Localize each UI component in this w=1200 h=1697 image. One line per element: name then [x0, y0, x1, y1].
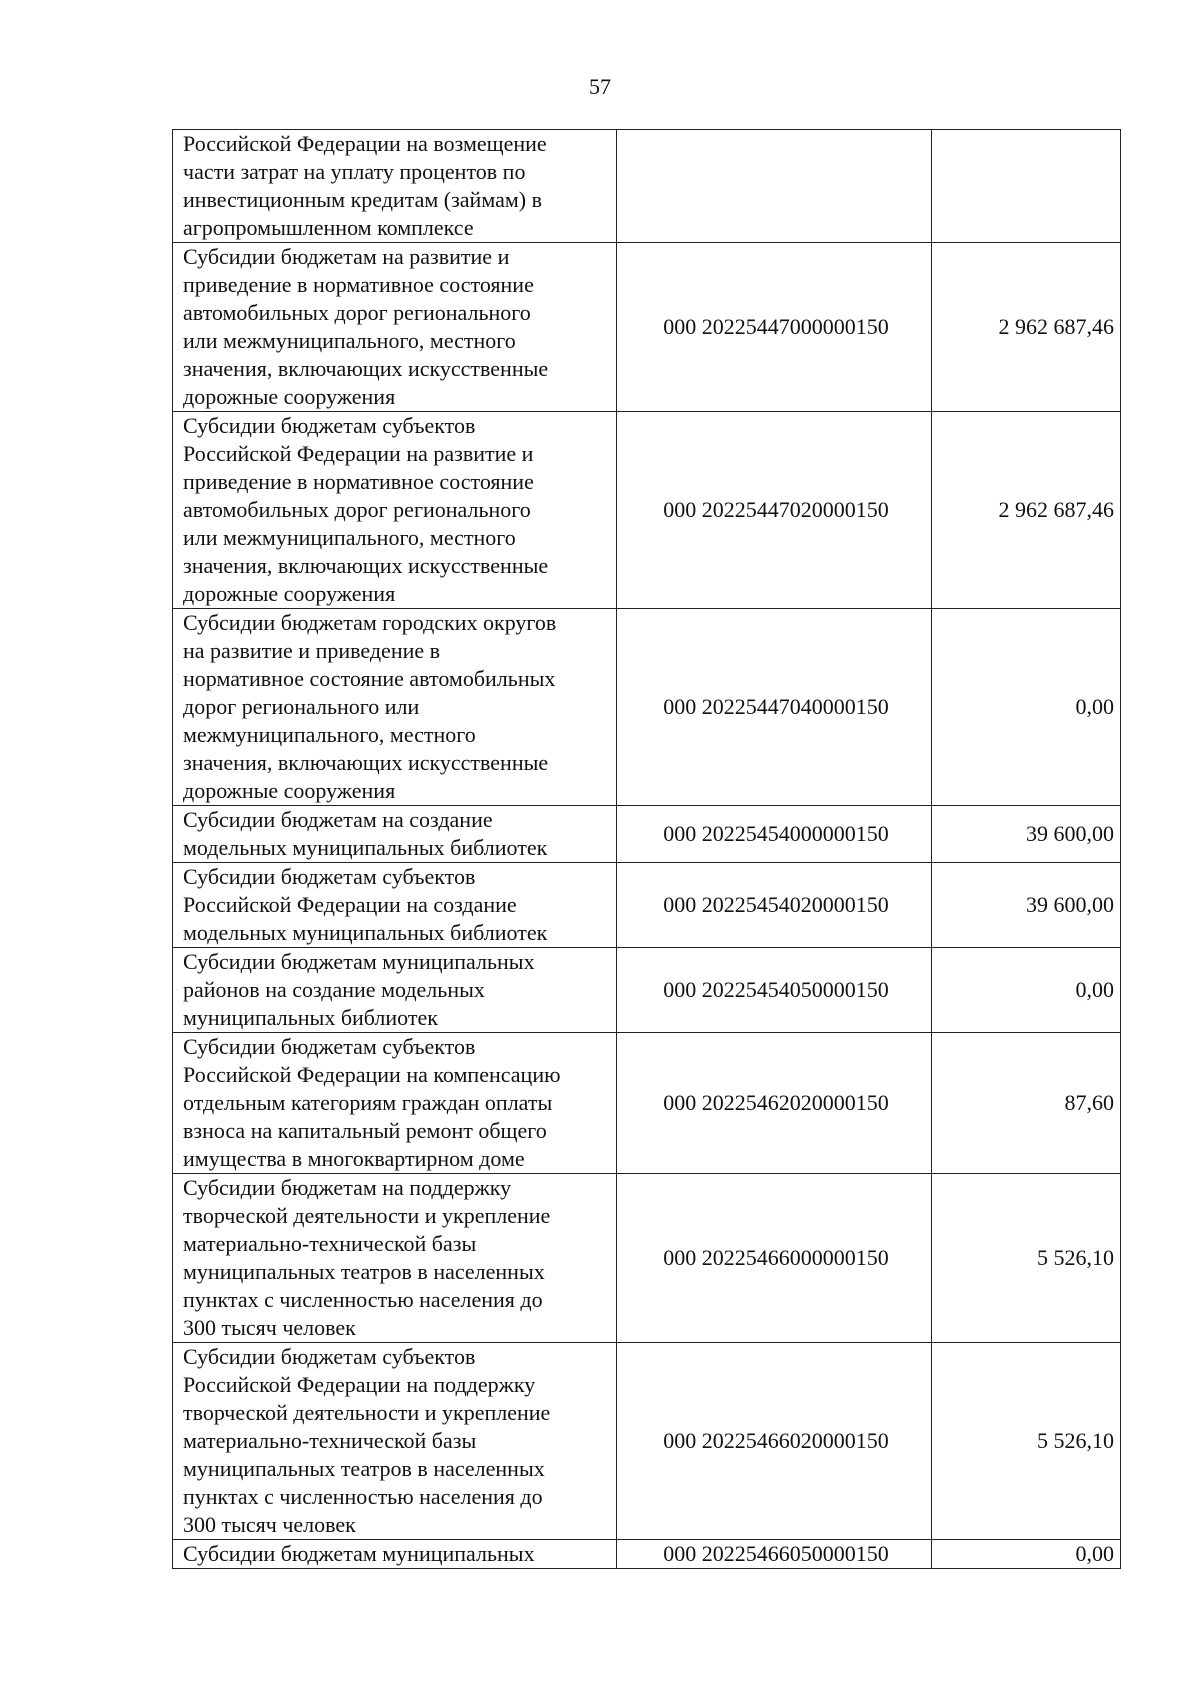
- row-amount: 39 600,00: [932, 863, 1121, 948]
- row-description: Субсидии бюджетам городских округов на развитие и приведение в нормативное состояние автомобильных дорог регионального или межмуниципального, местного значения, включающих искусственные дорожные сооружения: [173, 609, 617, 806]
- row-description: Субсидии бюджетам на развитие и приведение в нормативное состояние автомобильных дорог регионального или межмуниципального, местного значения, включающих искусственные дорожные сооружения: [173, 243, 617, 412]
- row-code: 000 20225454020000150: [617, 863, 932, 948]
- row-description: Субсидии бюджетам муниципальных: [173, 1540, 617, 1569]
- row-code: 000 20225466050000150: [617, 1540, 932, 1569]
- row-code: 000 20225447000000150: [617, 243, 932, 412]
- row-amount: [932, 130, 1121, 243]
- table-row: [173, 1343, 1121, 1540]
- table-row: [173, 806, 1121, 863]
- row-amount: 5 526,10: [932, 1343, 1121, 1540]
- row-code: 000 20225454000000150: [617, 806, 932, 863]
- row-amount: 2 962 687,46: [932, 412, 1121, 609]
- row-code: 000 20225447020000150: [617, 412, 932, 609]
- row-description: Субсидии бюджетам на создание модельных муниципальных библиотек: [173, 806, 617, 863]
- table-row: [173, 609, 1121, 806]
- row-code: [617, 130, 932, 243]
- budget-table: [172, 129, 1121, 1569]
- row-code: 000 20225466020000150: [617, 1343, 932, 1540]
- page-number: 57: [589, 74, 611, 99]
- row-description: Субсидии бюджетам субъектов Российской Федерации на развитие и приведение в нормативное состояние автомобильных дорог регионального или межмуниципального, местного значения, включающих искусственные дорожные сооружения: [173, 412, 617, 609]
- row-amount: 0,00: [932, 609, 1121, 806]
- table-row: [173, 1540, 1121, 1569]
- row-amount: 39 600,00: [932, 806, 1121, 863]
- row-code: 000 20225454050000150: [617, 948, 932, 1033]
- row-description: Субсидии бюджетам муниципальных районов на создание модельных муниципальных библиотек: [173, 948, 617, 1033]
- table-row: [173, 243, 1121, 412]
- row-amount: 5 526,10: [932, 1174, 1121, 1343]
- table-row: [173, 412, 1121, 609]
- row-amount: 0,00: [932, 1540, 1121, 1569]
- table-row: [173, 1174, 1121, 1343]
- row-description: Субсидии бюджетам субъектов Российской Федерации на поддержку творческой деятельности и укрепление материально-технической базы муниципальных театров в населенных пунктах с численностью населения до 300 тысяч человек: [173, 1343, 617, 1540]
- table-row: [173, 130, 1121, 243]
- row-code: 000 20225462020000150: [617, 1033, 932, 1174]
- row-code: 000 20225466000000150: [617, 1174, 932, 1343]
- row-description: Субсидии бюджетам на поддержку творческой деятельности и укрепление материально-технической базы муниципальных театров в населенных пунктах с численностью населения до 300 тысяч человек: [173, 1174, 617, 1343]
- row-amount: 0,00: [932, 948, 1121, 1033]
- row-description: Субсидии бюджетам субъектов Российской Федерации на создание модельных муниципальных библиотек: [173, 863, 617, 948]
- table-body: [173, 130, 1121, 1569]
- row-amount: 2 962 687,46: [932, 243, 1121, 412]
- row-description: Субсидии бюджетам субъектов Российской Федерации на компенсацию отдельным категориям граждан оплаты взноса на капитальный ремонт общего имущества в многоквартирном доме: [173, 1033, 617, 1174]
- row-amount: 87,60: [932, 1033, 1121, 1174]
- table-row: [173, 1033, 1121, 1174]
- table-row: [173, 863, 1121, 948]
- table-row: [173, 948, 1121, 1033]
- row-code: 000 20225447040000150: [617, 609, 932, 806]
- row-description: Российской Федерации на возмещение части затрат на уплату процентов по инвестиционным кредитам (займам) в агропромышленном комплексе: [173, 130, 617, 243]
